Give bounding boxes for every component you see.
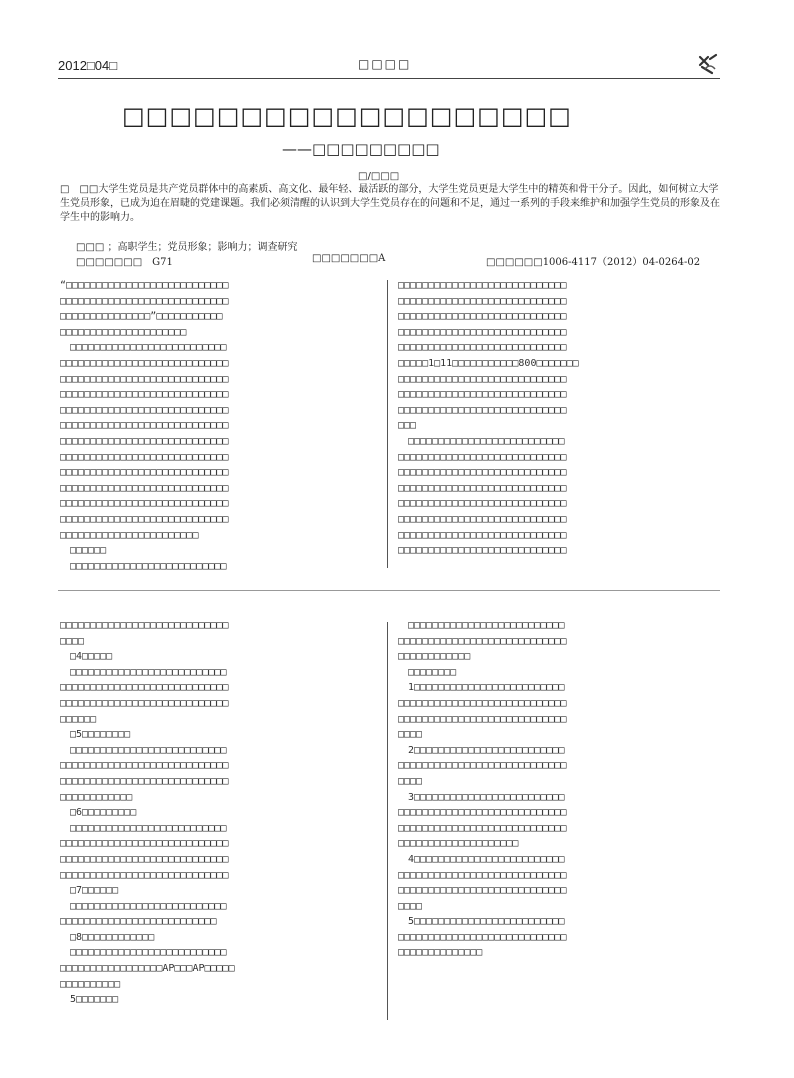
body-column-2 xyxy=(398,278,720,559)
text-line: □□□□□□□□□□ xyxy=(60,978,121,990)
text-line: □□□□□□□□□□□□□□□□□□□□□□□□□□□□ xyxy=(60,357,229,369)
text-line: □□□□□□□□□□□□ xyxy=(398,651,471,663)
text-line: □□□□□□□□□□□□□□□□□□□□□□□□□□ xyxy=(60,744,227,756)
page-divider xyxy=(58,590,720,591)
text-line: □□□□□□□□□□□□□□□□□□□□□□□□□□□□ xyxy=(60,697,229,709)
text-line: □□□□ xyxy=(60,635,85,647)
text-line: □□□□□□□□□□□□□□□□□□□□□□□□□□□□ xyxy=(60,435,229,447)
text-line: □□□□□□□□ xyxy=(398,666,457,678)
author-byline: □/□□□ xyxy=(358,171,400,182)
text-line: □□□□□□□□□□□□□□□□□□□□□□□□□□□□ xyxy=(398,311,567,323)
issue-number: 2012□04□ xyxy=(58,58,118,73)
text-line: □□□□□□□□□□□□□□□□□□□□□□□□□□□□ xyxy=(60,420,229,432)
text-line: “□□□□□□□□□□□□□□□□□□□□□□□□□□□ xyxy=(60,280,229,291)
text-line: □□□□□□□□□□□□□□□□□□□□□□□□□□□□ xyxy=(398,869,567,881)
text-line: □□□□□□□□□□□□□□□□□□□□□□□□□□□□ xyxy=(398,389,567,401)
text-line: □□□□□□□□□□□□□□□□□□□□□□□□□□□□ xyxy=(60,838,229,850)
text-line: □□□□□□□□□□□□□□□□□□□□□□□□□□□□ xyxy=(398,451,567,463)
text-line: □□□□□□□□□□□□□□□□□□□□□□□□□□ xyxy=(60,666,227,678)
text-line: □□□□□□□□□□□□ xyxy=(60,791,133,803)
text-line: □□□□□□□□□□□□□□□□□□□□□□□ xyxy=(60,529,199,541)
text-line: □□□□□□□□□□□□□□□□□□□□□□□□□□□□ xyxy=(398,498,567,510)
text-line: □□□□□□□□□□□□□□□□□□□□□□□□□□□□ xyxy=(60,373,229,385)
text-line: □□□□□□□□□□□□□□□□□□□□□□□□□□□□ xyxy=(60,498,229,510)
text-line: □□□□□□□□□□□□□□□□□□□□□□□□□□ xyxy=(60,560,227,572)
text-line: □□□□□□□□□□□□□□□□□□□□□□□□□□□□ xyxy=(398,635,567,647)
text-line: □□□□□□□□□□□□□□□□□□□□□□□□□□□□ xyxy=(398,295,567,307)
text-line: □□□□ xyxy=(398,775,423,787)
text-line: □□□□□□□□□□□□□□□□□□□□□□□□□□□□ xyxy=(398,467,567,479)
text-line: □□□□□□□□□□□□□□□□□□□□□□□□□□□□ xyxy=(398,697,567,709)
text-line: □□□□□□□□□□□□□□□□□□□□□□□□□□ xyxy=(398,435,565,447)
text-line: □□□□□□□□□□□□□□□□□□□□□□□□□□ xyxy=(60,916,217,928)
text-line: □□□□□□□□□□□□□□□□□□□□□□□□□□□□ xyxy=(60,482,229,494)
body-column-1 xyxy=(60,278,378,574)
column-divider xyxy=(387,622,388,1020)
text-line: □7□□□□□□ xyxy=(60,885,119,897)
text-line: □□□□□□□□□□□□□□□□□□□□□□□□□□□□ xyxy=(398,760,567,772)
text-line: □□□□□□□□□□□□□□□”□□□□□□□□□□□ xyxy=(60,311,223,323)
text-line: □4□□□□□ xyxy=(60,651,113,663)
text-line: □□□□□□□□□□□□□□□□□□□□□□□□□□□□ xyxy=(398,931,567,943)
column-divider xyxy=(387,280,388,568)
text-line: □□□□□□□□□□□□□□□□□□□□□□□□□□□□ xyxy=(398,545,567,557)
text-line: □□□□□□ xyxy=(60,713,97,725)
text-line: □□□□□□□□□□□□□□□□□□□□□□□□□□□□ xyxy=(398,513,567,525)
text-line: □□□□□□□□□□□□□□□□□□□□□□□□□□□□ xyxy=(60,513,229,525)
text-line: □□□□□□□□□□□□□□□□□□□□□□□□□□□□ xyxy=(60,467,229,479)
text-line: □□□ xyxy=(398,420,417,432)
text-line: □□□□□□□□□□□□□□□□□□□□□□□□□□ xyxy=(60,342,227,354)
header-rule xyxy=(58,78,720,79)
body-column-4 xyxy=(398,618,720,961)
journal-logo-icon xyxy=(696,53,718,75)
text-line: □□□□□□□□□□□□□□ xyxy=(398,947,483,959)
text-line: □□□□□□□□□□□□□□□□□□□□□□□□□□□□ xyxy=(398,529,567,541)
text-line: □□□□□□□□□□□□□□□□□□□□□□□□□□□□ xyxy=(398,404,567,416)
text-line: □5□□□□□□□□ xyxy=(60,729,131,741)
text-line: □□□□□□□□□□□□□□□□□□□□ xyxy=(398,838,519,850)
text-line: □□□□□□□□□□□□□□□□□□□□□□□□□□ xyxy=(60,822,227,834)
text-line: □□□□□□□□□□□□□□□□□□□□□□□□□□□□ xyxy=(398,326,567,338)
text-line: 4□□□□□□□□□□□□□□□□□□□□□□□□□ xyxy=(398,853,565,865)
text-line: 1□□□□□□□□□□□□□□□□□□□□□□□□□ xyxy=(398,682,565,694)
text-line: □□□□□□ xyxy=(60,545,107,557)
article-subtitle: ——□□□□□□□□□ xyxy=(282,140,440,158)
text-line: □□□□□□□□□□□□□□□□□□□□□□□□□□□□ xyxy=(60,760,229,772)
article-number: □□□□□□1006-4117（2012）04-0264-02 xyxy=(486,257,701,268)
abstract: □ □□大学生党员是共产党员群体中的高素质、高文化、最年轻、最活跃的部分，大学生党员更是大学生中的精英和骨干分子。因此，如何树立大学生党员形象，已成为迫在眉睫的党建课题。我们必须清醒的认识到大学生党员存在的问题和不足，通过一系列的手段来维护和加强学生党员的形象及在学生中的影响力。 xyxy=(60,184,720,223)
text-line: 2□□□□□□□□□□□□□□□□□□□□□□□□□ xyxy=(398,744,565,756)
text-line: □□□□□□□□□□□□□□□□□□□□□□□□□□□□ xyxy=(60,620,229,631)
text-line: □□□□□□□□□□□□□□□□□□□□□□□□□□□□ xyxy=(398,807,567,819)
text-line: □□□□□□□□□□□□□□□□□□□□□□□□□□ xyxy=(60,900,227,912)
text-line: 5□□□□□□□ xyxy=(60,994,119,1006)
keywords: □□□ ；高职学生；党员形象；影响力；调查研究 xyxy=(76,242,298,253)
classification-number: □□□□□□□ G71 xyxy=(76,257,173,268)
text-line: □□□□□□□□□□□□□□□□□□□□□□□□□□□□ xyxy=(60,853,229,865)
document-code: □□□□□□□A xyxy=(312,253,386,264)
text-line: □□□□ xyxy=(398,729,423,741)
text-line: □6□□□□□□□□□ xyxy=(60,807,137,819)
text-line: □□□□□□□□□□□□□□□□□□□□□□□□□□□□ xyxy=(398,713,567,725)
text-line: □□□□ xyxy=(398,900,423,912)
text-line: □□□□□□□□□□□□□□□□□□□□□□□□□□□□ xyxy=(398,482,567,494)
text-line: □□□□□□□□□□□□□□□□□□□□□□□□□□□□ xyxy=(60,775,229,787)
text-line: 5□□□□□□□□□□□□□□□□□□□□□□□□□ xyxy=(398,916,565,928)
text-line: □□□□□□□□□□□□□□□□□□□□□□□□□□□□ xyxy=(398,280,567,291)
text-line: □□□□□□□□□□□□□□□□□□□□□□□□□□□□ xyxy=(60,451,229,463)
text-line: □8□□□□□□□□□□□□ xyxy=(60,931,155,943)
text-line: 3□□□□□□□□□□□□□□□□□□□□□□□□□ xyxy=(398,791,565,803)
body-column-3 xyxy=(60,618,378,1008)
text-line: □□□□□□□□□□□□□□□□□□□□□□□□□□ xyxy=(398,620,565,631)
text-line: □□□□□1□11□□□□□□□□□□□800□□□□□□□ xyxy=(398,357,579,369)
text-line: □□□□□□□□□□□□□□□□□□□□□□□□□□□□ xyxy=(398,342,567,354)
text-line: □□□□□□□□□□□□□□□□□□□□□□□□□□□□ xyxy=(60,869,229,881)
text-line: □□□□□□□□□□□□□□□□□□□□□□□□□□□□ xyxy=(60,404,229,416)
text-line: □□□□□□□□□□□□□□□□□□□□□□□□□□□□ xyxy=(398,822,567,834)
text-line: □□□□□□□□□□□□□□□□□□□□□□□□□□□□ xyxy=(60,295,229,307)
text-line: □□□□□□□□□□□□□□□□□AP□□□AP□□□□□ xyxy=(60,963,235,975)
text-line: □□□□□□□□□□□□□□□□□□□□□ xyxy=(60,326,187,338)
text-line: □□□□□□□□□□□□□□□□□□□□□□□□□□□□ xyxy=(398,885,567,897)
article-title: □□□□□□□□□□□□□□□□□□□ xyxy=(122,102,572,130)
article-metadata xyxy=(60,253,720,267)
text-line: □□□□□□□□□□□□□□□□□□□□□□□□□□□□ xyxy=(398,373,567,385)
text-line: □□□□□□□□□□□□□□□□□□□□□□□□□□ xyxy=(60,947,227,959)
text-line: □□□□□□□□□□□□□□□□□□□□□□□□□□□□ xyxy=(60,389,229,401)
journal-section: □□□□ xyxy=(358,57,412,71)
text-line: □□□□□□□□□□□□□□□□□□□□□□□□□□□□ xyxy=(60,682,229,694)
